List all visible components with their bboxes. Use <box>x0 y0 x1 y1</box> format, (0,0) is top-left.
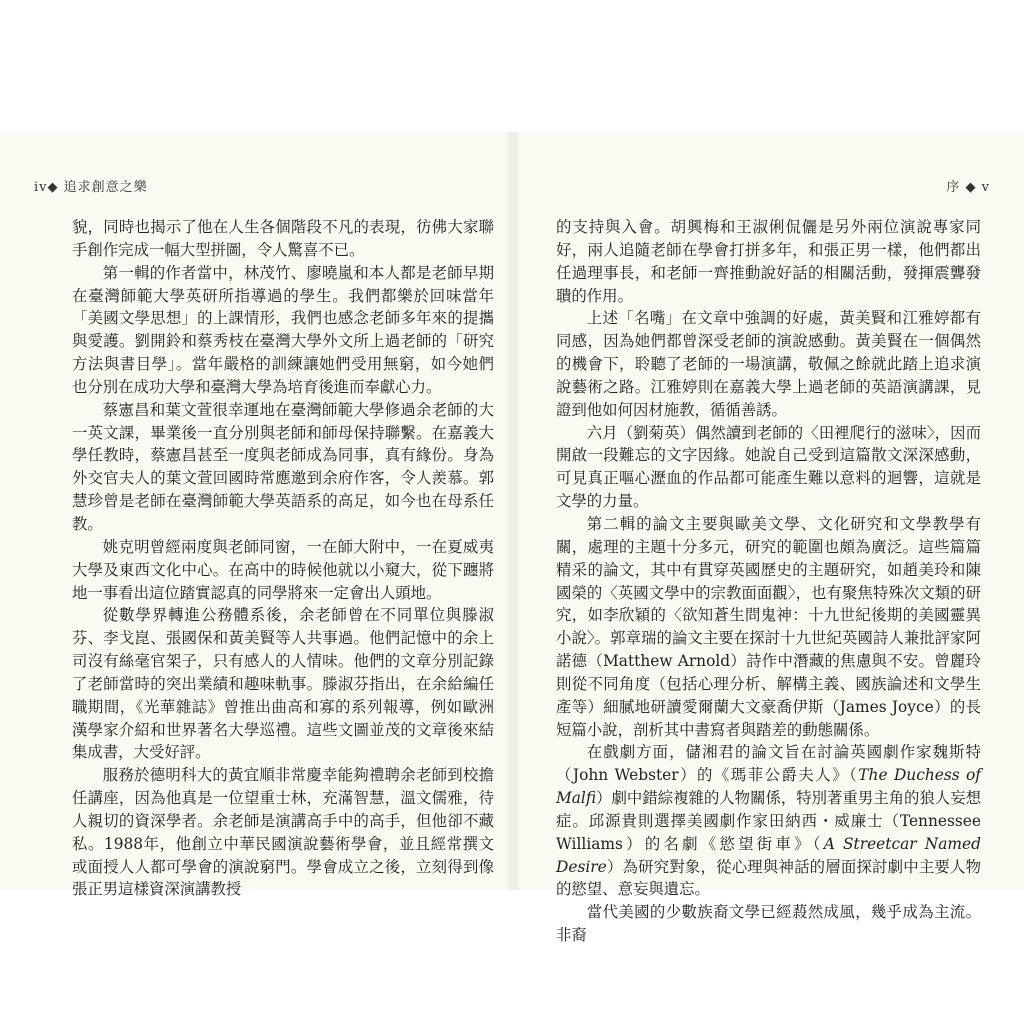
paragraph: 當代美國的少數族裔文學已經蔱然成風，幾乎成為主流。非裔 <box>556 903 981 945</box>
paragraph: 第二輯的論文主要與歐美文學、文化研究和文學教學有關，處理的主題十分多元，研究的範圍也頗為廣泛。這些篇篇精采的論文，其中有貫穿英國歷史的主題研究，如趙美玲和陳國榮的〈英國文學中的宗教面面觀〉，也有聚焦特殊次文類的研究，如李欣穎的〈欲知蒼生問鬼神：十九世紀後期的美國靈異小說〉。郭章瑞的論文主要在探討十九世紀英國詩人兼批評家阿諾德（Matthew Arnold）詩作中潛藏的焦慮與不安。曾麗玲則從不同角度（包括心理分析、解構主義、國族論述和文學生產等）細膩地研讀愛爾蘭大文豪喬伊斯（James Joyce）的長短篇小說，剖析其中書寫者與踏差的動態關係。 <box>556 514 981 739</box>
paragraph: 第一輯的作者當中，林茂竹、廖曉嵐和本人都是老師早期在臺灣師範大學英研所指導過的學生。我們都樂於回味當年「美國文學思想」的上課情形，我們也感念老師多年來的提攜與愛護。劉開鈴和蔡秀枝在臺灣大學外文所上過老師的「研究方法與書目學」。當年嚴格的訓練讓她們受用無窮，如今她們也分別在成功大學和臺灣大學為培育後進而奉獻心力。 <box>72 263 494 396</box>
left-page <box>0 132 508 899</box>
italic-title: The Duchess of Malfi <box>556 766 981 808</box>
paragraph: 服務於德明科大的黃宜順非常慶幸能夠禮聘余老師到校擔任講座，因為他真是一位望重士林，充滿智慧，溫文儒雅，待人親切的資深學者。余老師是演講高手中的高手，但他卻不藏私。1988年，他創立中華民國演說藝術學會，並且經常撰文或面授人人都可學會的演說窮門。學會成立之後，立刻得到像張正男這樣資深演講教授 <box>72 766 494 899</box>
right-page-body <box>556 216 981 947</box>
paragraph: 上述「名嘴」在文章中強調的好處，黃美賢和江雅婷都有同感，因為她們都曾深受老師的演說感動。黃美賢在一個偶然的機會下，聆聽了老師的一場演講，敬佩之餘就此踏上追求演說藝術之路。江雅婷則在嘉義大學上過老師的英語演講課，見證到他如何因材施教，循循善誘。 <box>556 309 981 419</box>
right-running-head: 序 ◆ v <box>946 180 990 195</box>
left-running-head: iv◆ 追求創意之樂 <box>34 180 148 195</box>
italic-title: A Streetcar Named Desire <box>556 834 981 876</box>
paragraph: 蔡憲昌和葉文萱很幸運地在臺灣師範大學修過余老師的大一英文課，畢業後一直分別與老師和師母保持聯繫。在嘉義大學任教時，蔡憲昌甚至一度與老師成為同事，真有緣份。身為外交官夫人的葉文萱回國時常應邀到余府作客，令人羨慕。郭慧珍曾是老師在臺灣師範大學英語系的高足，如今也在母系任教。 <box>72 400 494 533</box>
paragraph: 姚克明曾經兩度與老師同窗，一在師大附中，一在夏威夷大學及東西文化中心。在高中的時候他就以小窺大，從下躔將地一事看出這位踏實認真的同學將來一定會出人頭地。 <box>72 537 494 602</box>
paragraph: 六月（劉菊英）偶然讀到老師的〈田裡爬行的滋味〉，因而開啟一段難忘的文字因緣。她說自己受到這篇散文深深感動，可見真正嘔心瀝血的作品都可能產生難以意料的迴響，這就是文學的力量。 <box>556 423 981 511</box>
paragraph-text: ）為研究對象，從心理與神話的層面探討劇中主要人物的慾望、意妄與遺忘。 <box>556 857 981 899</box>
paragraph: 貌，同時也揭示了他在人生各個階段不凡的表現，彷佛大家聯手創作完成一幅大型拼圖，令人驚喜不已。 <box>72 218 494 259</box>
paragraph: 的支持與入會。胡興梅和王淑俐侃儷是另外兩位演說專家同好，兩人追隨老師在學會打拼多年，和張正男一樣，他們都出任過理事長，和老師一齊推動說好話的相關活動，發揮震聾發聵的作用。 <box>556 218 981 305</box>
paragraph: 從數學界轉進公務體系後，余老師曾在不同單位與滕淑芬、李戈崑、張國保和黃美賢等人共事過。他們記憶中的余上司沒有絲毫官架子，只有感人的人情味。他們的文章分別記錄了老師當時的突出業績和趣味軌事。滕淑芬指出，在余給編任職期間，《光華雜誌》曾推出曲高和寡的系列報導，例如歐洲漢學家介紹和世界著名大學巡禮。這些文圖並茂的文章後來結集成書，大受好評。 <box>72 606 494 762</box>
left-page-body <box>72 216 494 901</box>
right-page <box>518 132 1024 945</box>
paragraph-text: ）劇中錯綜複雜的人物關係，特別著重男主角的狼人妄想症。邱源貴則選擇美國劇作家田納西・威廉士（Tennessee Williams）的名劇《慾望街車》（ <box>556 789 981 853</box>
paragraph-text: 在戲劇方面，儲湘君的論文旨在討論英國劇作家魏斯特（John Webster）的《瑪菲公爵夫人》（ <box>556 743 981 785</box>
paragraph-drama <box>556 741 981 901</box>
